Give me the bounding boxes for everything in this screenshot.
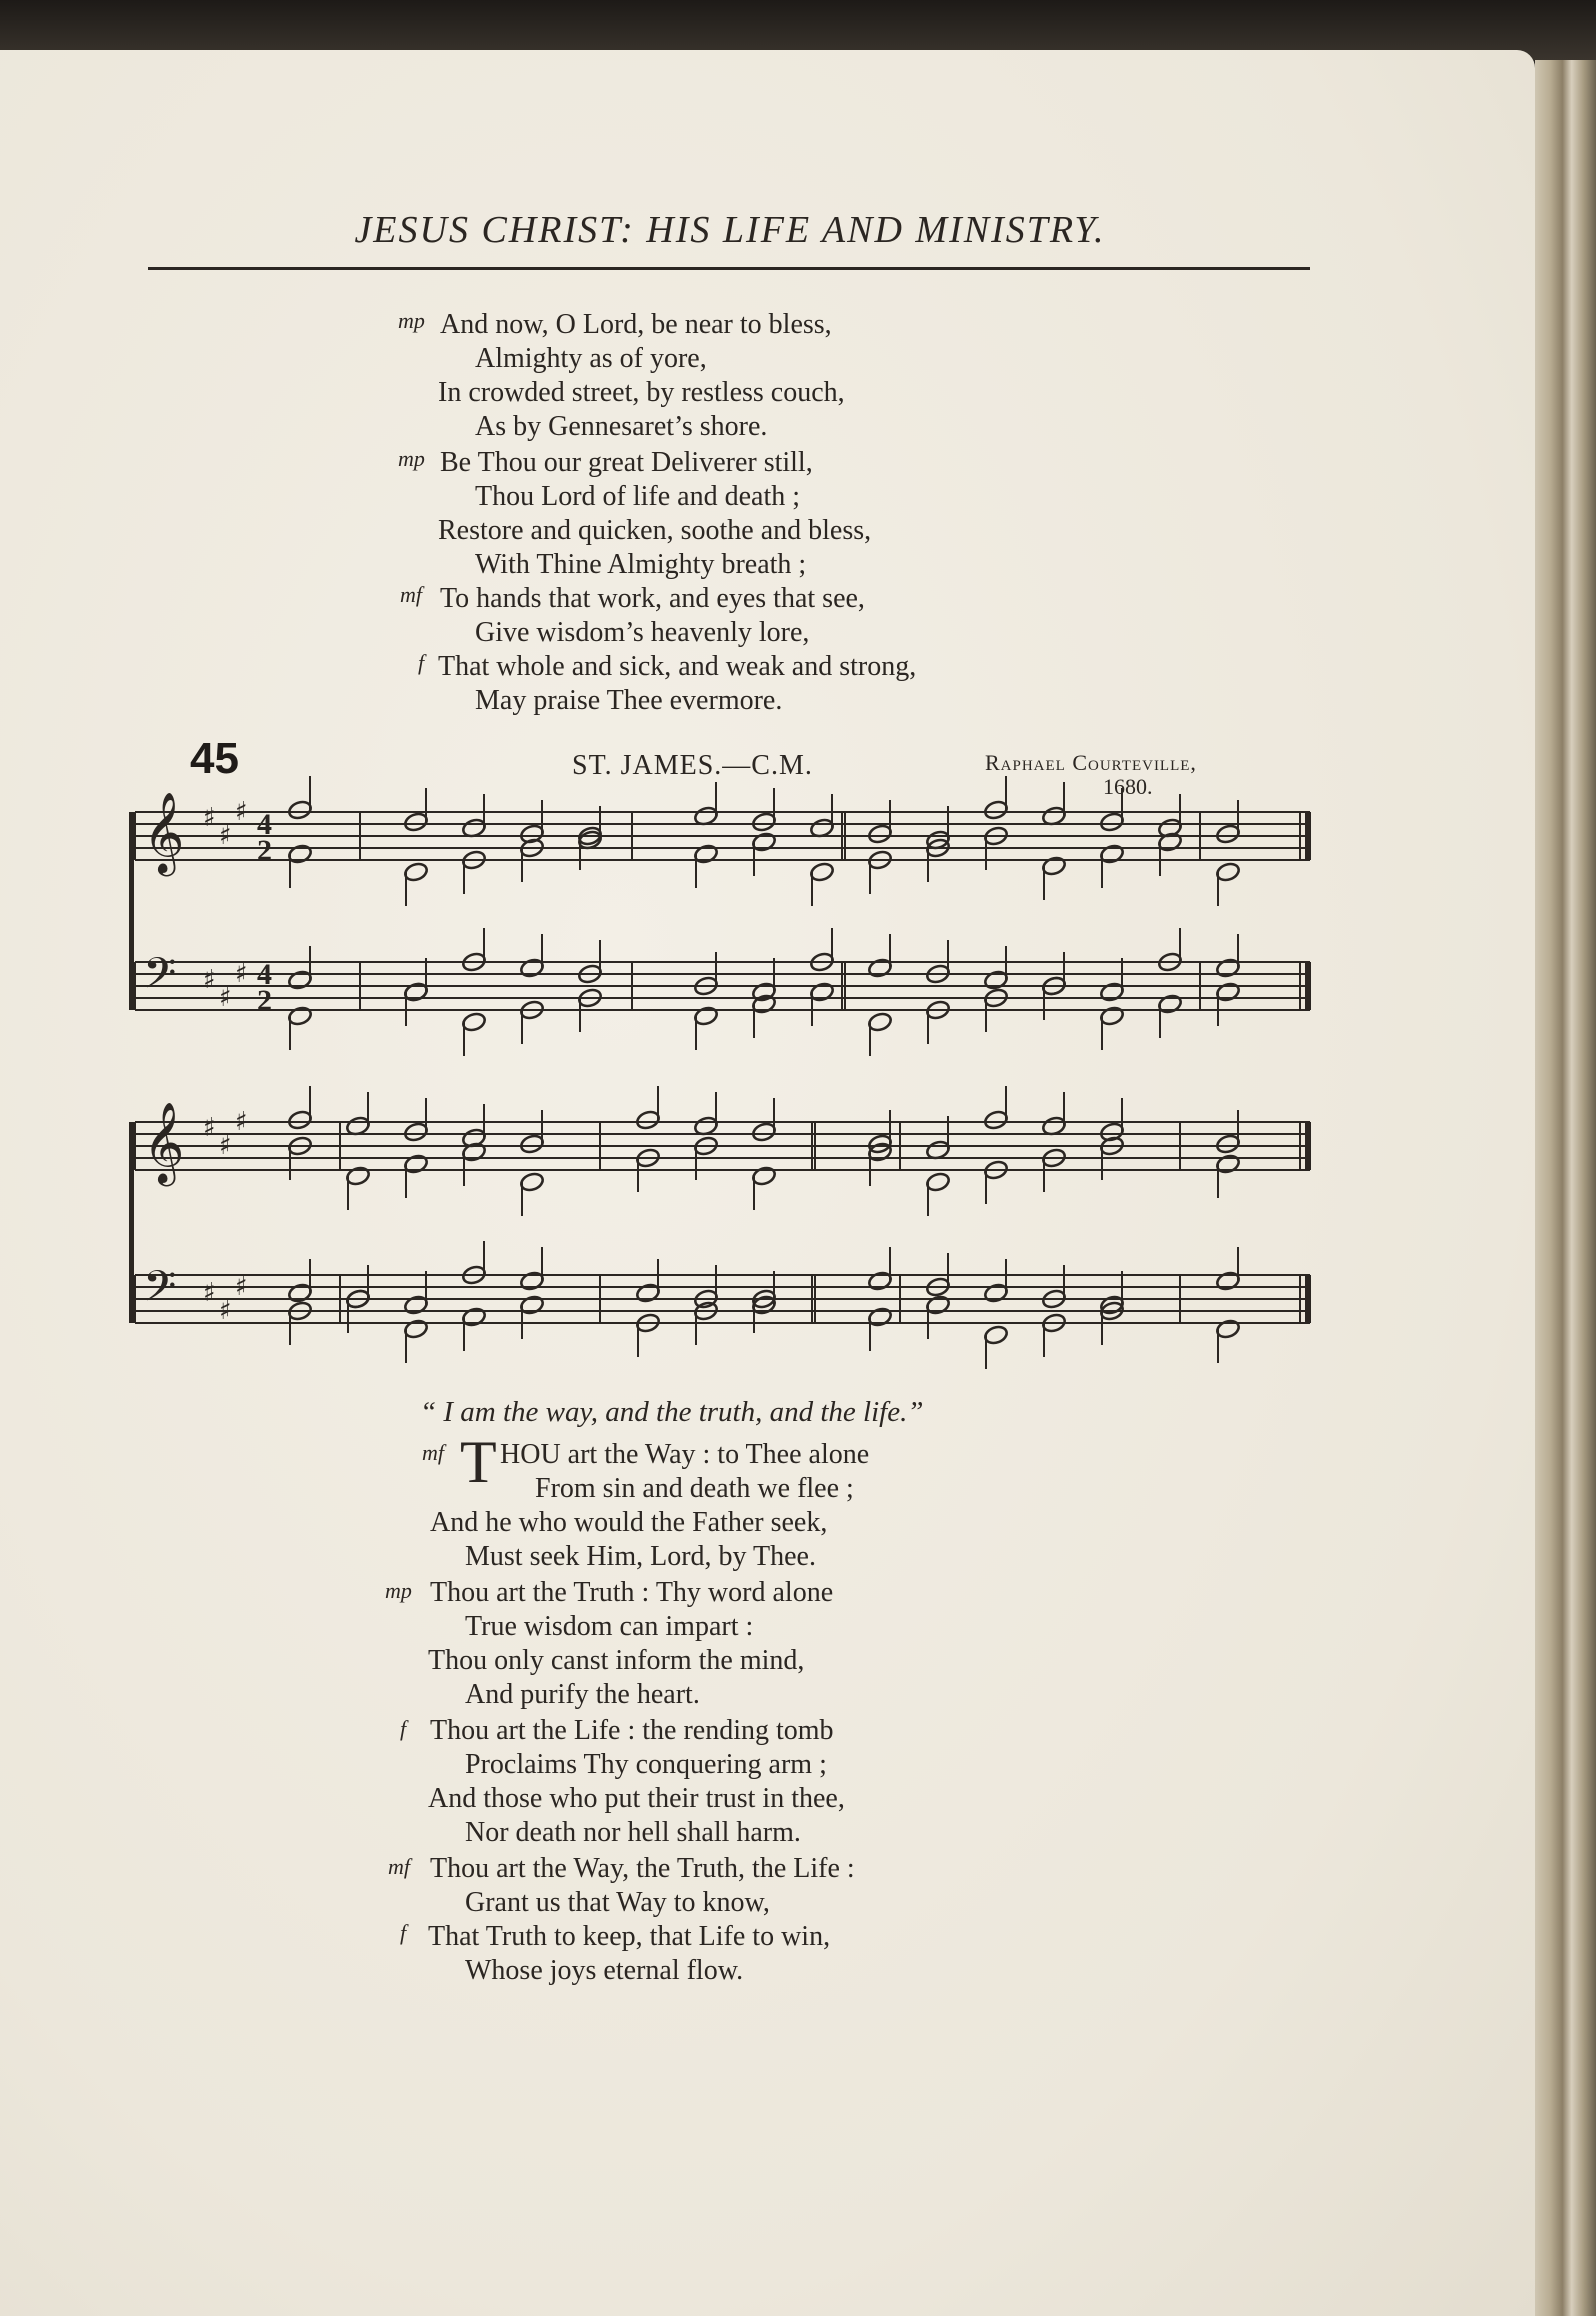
final-bar bbox=[1305, 812, 1311, 860]
sharp-icon: ♯ bbox=[219, 821, 232, 851]
sharp-icon: ♯ bbox=[219, 983, 232, 1013]
hymn-number: 45 bbox=[190, 734, 239, 783]
verse-line: Nor death nor hell shall harm. bbox=[465, 1817, 801, 1848]
dynamic-mark: f bbox=[400, 1920, 407, 1945]
composer: Raphael Courteville, bbox=[985, 750, 1197, 775]
dynamic-mark: mf bbox=[388, 1854, 410, 1879]
verse-line: That whole and sick, and weak and strong, bbox=[438, 651, 917, 682]
verse-line: With Thine Almighty breath ; bbox=[475, 549, 807, 580]
verse-line: Thou art the Truth : Thy word alone bbox=[430, 1577, 834, 1608]
verse-line: Thou art the Life : the rending tomb bbox=[430, 1715, 834, 1746]
sharp-icon: ♯ bbox=[235, 797, 248, 827]
final-bar bbox=[1305, 962, 1311, 1010]
sharp-icon: ♯ bbox=[203, 1113, 216, 1143]
verse-line: To hands that work, and eyes that see, bbox=[440, 583, 865, 614]
verse-line: May praise Thee evermore. bbox=[475, 685, 783, 716]
bass-clef-icon: 𝄢 bbox=[143, 1262, 177, 1322]
verse-line: In crowded street, by restless couch, bbox=[438, 377, 845, 408]
sharp-icon: ♯ bbox=[235, 1107, 248, 1137]
verse-line: Grant us that Way to know, bbox=[465, 1887, 770, 1918]
composer-year: 1680. bbox=[1103, 774, 1153, 799]
verse-line: That Truth to keep, that Life to win, bbox=[428, 1921, 831, 1952]
verse-line: Thou Lord of life and death ; bbox=[475, 481, 801, 512]
dynamic-mark: f bbox=[400, 1716, 407, 1741]
sharp-icon: ♯ bbox=[235, 959, 248, 989]
dynamic-mark: mp bbox=[398, 308, 425, 333]
treble-clef-icon: 𝄞 bbox=[143, 791, 185, 873]
time-signature-top: 4 bbox=[257, 808, 272, 841]
verse-line: Thou art the Way, the Truth, the Life : bbox=[430, 1853, 855, 1884]
dynamic-mark: mp bbox=[398, 446, 425, 471]
verse-line: Restore and quicken, soothe and bless, bbox=[438, 515, 872, 546]
bass-clef-icon: 𝄢 bbox=[143, 949, 177, 1009]
dynamic-mark: mf bbox=[422, 1440, 444, 1465]
sharp-icon: ♯ bbox=[203, 1278, 216, 1308]
final-bar bbox=[1305, 1122, 1311, 1170]
time-signature-top: 4 bbox=[257, 958, 272, 991]
verse-line: And those who put their trust in thee, bbox=[428, 1783, 845, 1814]
dynamic-mark: f bbox=[418, 650, 425, 675]
verse-line: True wisdom can impart : bbox=[465, 1611, 754, 1642]
verse-line: Be Thou our great Deliverer still, bbox=[440, 447, 813, 478]
epigraph: “ I am the way, and the truth, and the life.” bbox=[420, 1396, 924, 1428]
sharp-icon: ♯ bbox=[235, 1272, 248, 1302]
dynamic-mark: mf bbox=[400, 582, 422, 607]
drop-cap: T bbox=[460, 1429, 497, 1495]
verse-line: And purify the heart. bbox=[465, 1679, 700, 1710]
verse-line: From sin and death we flee ; bbox=[535, 1473, 854, 1504]
verse-line: Must seek Him, Lord, by Thee. bbox=[465, 1541, 816, 1572]
verse-line: Thou only canst inform the mind, bbox=[428, 1645, 805, 1676]
time-signature-bottom: 2 bbox=[257, 984, 272, 1017]
treble-clef-icon: 𝄞 bbox=[143, 1101, 185, 1183]
verse-line: HOU art the Way : to Thee alone bbox=[500, 1439, 870, 1470]
sharp-icon: ♯ bbox=[203, 803, 216, 833]
verse-line: Give wisdom’s heavenly lore, bbox=[475, 617, 810, 648]
verse-line: Almighty as of yore, bbox=[475, 343, 707, 374]
verse-line: And he who would the Father seek, bbox=[430, 1507, 828, 1538]
dynamic-mark: mp bbox=[385, 1578, 412, 1603]
system-bracket bbox=[129, 1122, 134, 1323]
sharp-icon: ♯ bbox=[219, 1296, 232, 1326]
system-bracket bbox=[129, 812, 134, 1010]
verse-line: Whose joys eternal flow. bbox=[465, 1955, 744, 1986]
verse-line: And now, O Lord, be near to bless, bbox=[440, 309, 832, 340]
tune-name: ST. JAMES.—C.M. bbox=[572, 750, 813, 781]
sharp-icon: ♯ bbox=[203, 965, 216, 995]
verse-line: Proclaims Thy conquering arm ; bbox=[465, 1749, 827, 1780]
final-bar bbox=[1305, 1275, 1311, 1323]
sharp-icon: ♯ bbox=[219, 1131, 232, 1161]
running-head: JESUS CHRIST: HIS LIFE AND MINISTRY. bbox=[354, 209, 1106, 251]
time-signature-bottom: 2 bbox=[257, 834, 272, 867]
verse-line: As by Gennesaret’s shore. bbox=[475, 411, 768, 442]
